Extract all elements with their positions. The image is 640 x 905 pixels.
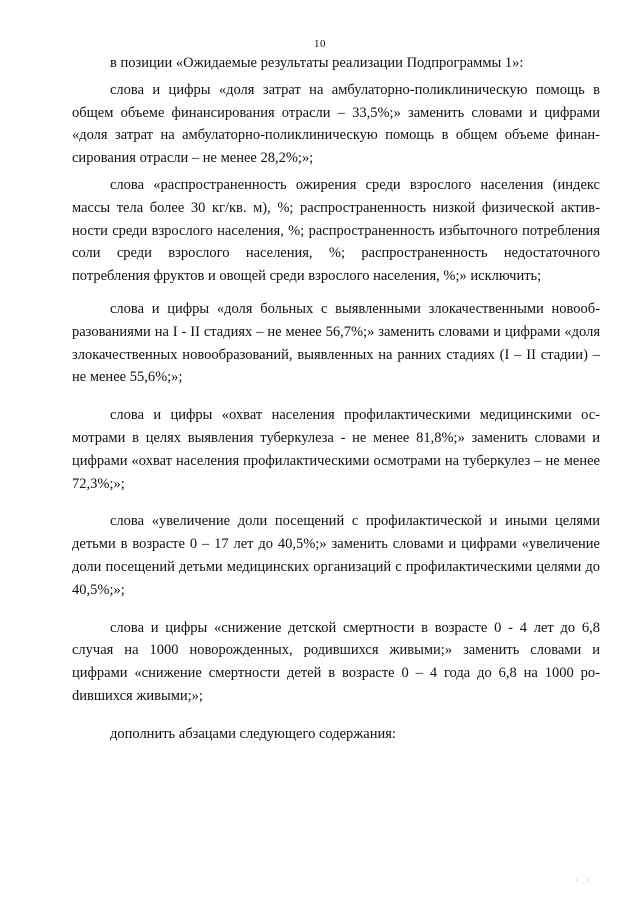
- document-body: [72, 52, 600, 746]
- paragraph-oncology: слова и цифры «доля больных с выявленными злокачественными новообразованиями на I - II стадиях – не менее 56,7%;» заменить словами и цифрами «доля злокачественных новообразований, выявленных на ранних стадиях (I – II стадии) – не менее 55,6%;»;: [72, 300, 600, 386]
- scan-artifact-mark: · ·: [575, 876, 592, 885]
- paragraph-section-heading: в позиции «Ожидаемые результаты реализации Подпрограммы 1»:: [110, 55, 524, 71]
- paragraph-tuberculosis: слова и цифры «охват населения профилактическими медицинскими осмотрами в целях выявления туберкулеза - не менее 81,8%;» заменить словами и цифрами «охват населения профилактическими осмотрами на туберкулез – не менее 72,3%;»;: [72, 407, 600, 492]
- page-number: 10: [314, 38, 326, 50]
- paragraph-child-visits: слова «увеличение доли посещений с профилактической и иными целями детьми в возрасте 0 – 17 лет до 40,5%;» заменить словами и цифрами «увеличение доли посещений детьми медицинских организаций с профилактическими целями до 40,5%;»;: [72, 513, 600, 598]
- paragraph-addition: дополнить абзацами следующего содержания:: [110, 725, 396, 742]
- paragraph-outpatient-costs: слова и цифры «доля затрат на амбулаторно-поликлиническую помощь в общем объеме финансирования отрасли – 33,5%;» заменить словами и цифрами «доля затрат на амбулаторно-поликлиническую помощь в общем объеме финансирования отрасли – не менее 28,2%;»;: [72, 81, 600, 167]
- paragraph-child-mortality: слова и цифры «снижение детской смертности в возрасте 0 - 4 лет до 6,8 случая на 1000 новорожденных, родившихся живыми;» заменить словами и цифрами «снижение смертности детей в возрасте 0 – 4 года до 6,8 на 1000 роdившихся живыми;»;: [72, 619, 600, 704]
- paragraph-obesity-prevalence: слова «распространенность ожирения среди взрослого населения (индекс массы тела более 30 кг/кв. м), %; распространенность низкой физической активности среди взрослого населения, %; распространенность избыточного потребления соли среди взрослого населения, %; распространенность недостаточного потребления фруктов и овощей среди взрослого населения, %;» исключить;: [72, 176, 600, 285]
